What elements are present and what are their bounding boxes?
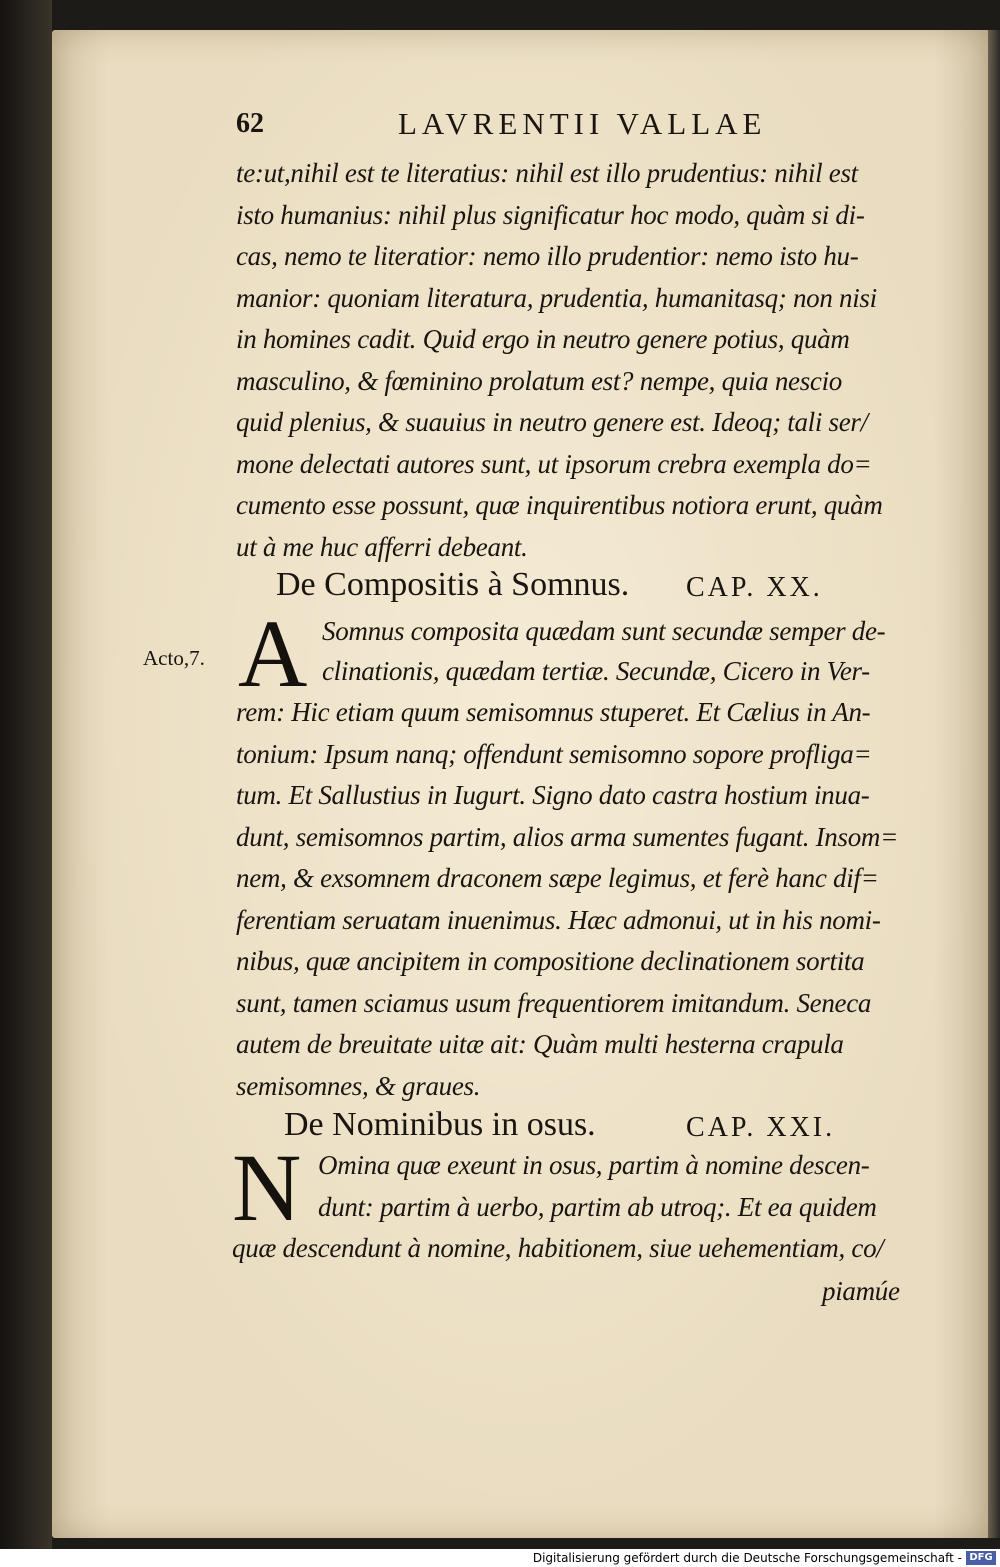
text-line: sunt, tamen sciamus usum frequentiorem imitandum. Seneca <box>236 988 872 1018</box>
text-line: autem de breuitate uitæ ait: Quàm multi hesterna crapula <box>236 1029 844 1059</box>
text-line: in homines cadit. Quid ergo in neutro genere potius, quàm <box>236 324 850 354</box>
page-header <box>236 108 796 144</box>
text-line: mone delectati autores sunt, ut ipsorum crebra exempla do= <box>236 449 872 479</box>
text-line: isto humanius: nihil plus significatur hoc modo, quàm si di- <box>236 200 865 230</box>
text-line: clinationis, quædam tertiæ. Secundæ, Cicero in Ver- <box>322 656 870 686</box>
text-line: quæ descendunt à nomine, habitionem, siue uehementiam, co/ <box>232 1233 884 1263</box>
text-line: semisomnes, & graues. <box>236 1071 481 1101</box>
page-edge <box>988 30 1000 1538</box>
book-binding <box>0 0 52 1567</box>
text-line: masculino, & fœminino prolatum est? nempe, quia nescio <box>236 366 843 396</box>
text-line: nem, & exsomnem draconem sæpe legimus, et ferè hanc dif= <box>236 863 879 893</box>
text-line: dunt, semisomnos partim, alios arma sumentes fugant. Insom= <box>236 822 899 852</box>
running-title: LAVRENTII VALLAE <box>398 106 767 141</box>
text-line: manior: quoniam literatura, prudentia, humanitasq; non nisi <box>236 283 877 313</box>
text-line: cumento esse possunt, quæ inquirentibus notiora erunt, quàm <box>236 490 883 520</box>
chapter-number: CAP. XX. <box>686 572 823 603</box>
text-line: quid plenius, & suauius in neutro genere est. Ideoq; tali ser/ <box>236 407 868 437</box>
drop-capital: A <box>238 600 308 707</box>
chapter-number: CAP. XXI. <box>686 1112 836 1143</box>
page-number: 62 <box>236 108 264 139</box>
footer-credit: Digitalisierung gefördert durch die Deutsche Forschungsgemeinschaft - <box>532 1551 962 1565</box>
text-line: tum. Et Sallustius in Iugurt. Signo dato castra hostium inua- <box>236 780 870 810</box>
text-line: dunt: partim à uerbo, partim ab utroq;. Et ea quidem <box>318 1192 877 1222</box>
dfg-logo: DFG <box>966 1551 996 1565</box>
drop-capital: N <box>232 1134 302 1241</box>
text-line: ut à me huc afferri debeant. <box>236 532 528 562</box>
text-line: cas, nemo te literatior: nemo illo prudentior: nemo isto hu- <box>236 241 859 271</box>
text-line: te:ut,nihil est te literatius: nihil est illo prudentius: nihil est <box>236 158 858 188</box>
chapter-heading: De Nominibus in osus. <box>284 1106 596 1143</box>
catchword: piamúe <box>822 1276 900 1306</box>
text-line: ferentiam seruatam inuenimus. Hæc admonui, ut in his nomi- <box>236 905 881 935</box>
text-line: Somnus composita quædam sunt secundæ semper de- <box>322 616 886 646</box>
text-line: rem: Hic etiam quum semisomnus stuperet. Et Cælius in An- <box>236 697 871 727</box>
text-line: tonium: Ipsum nanq; offendunt semisomno sopore profliga= <box>236 739 872 769</box>
text-line: nibus, quæ ancipitem in compositione declinationem sortita <box>236 946 865 976</box>
text-line: Omina quæ exeunt in osus, partim à nomine descen- <box>318 1150 870 1180</box>
chapter-heading: De Compositis à Somnus. <box>276 566 630 603</box>
marginal-note: Acto,7. <box>143 646 205 670</box>
